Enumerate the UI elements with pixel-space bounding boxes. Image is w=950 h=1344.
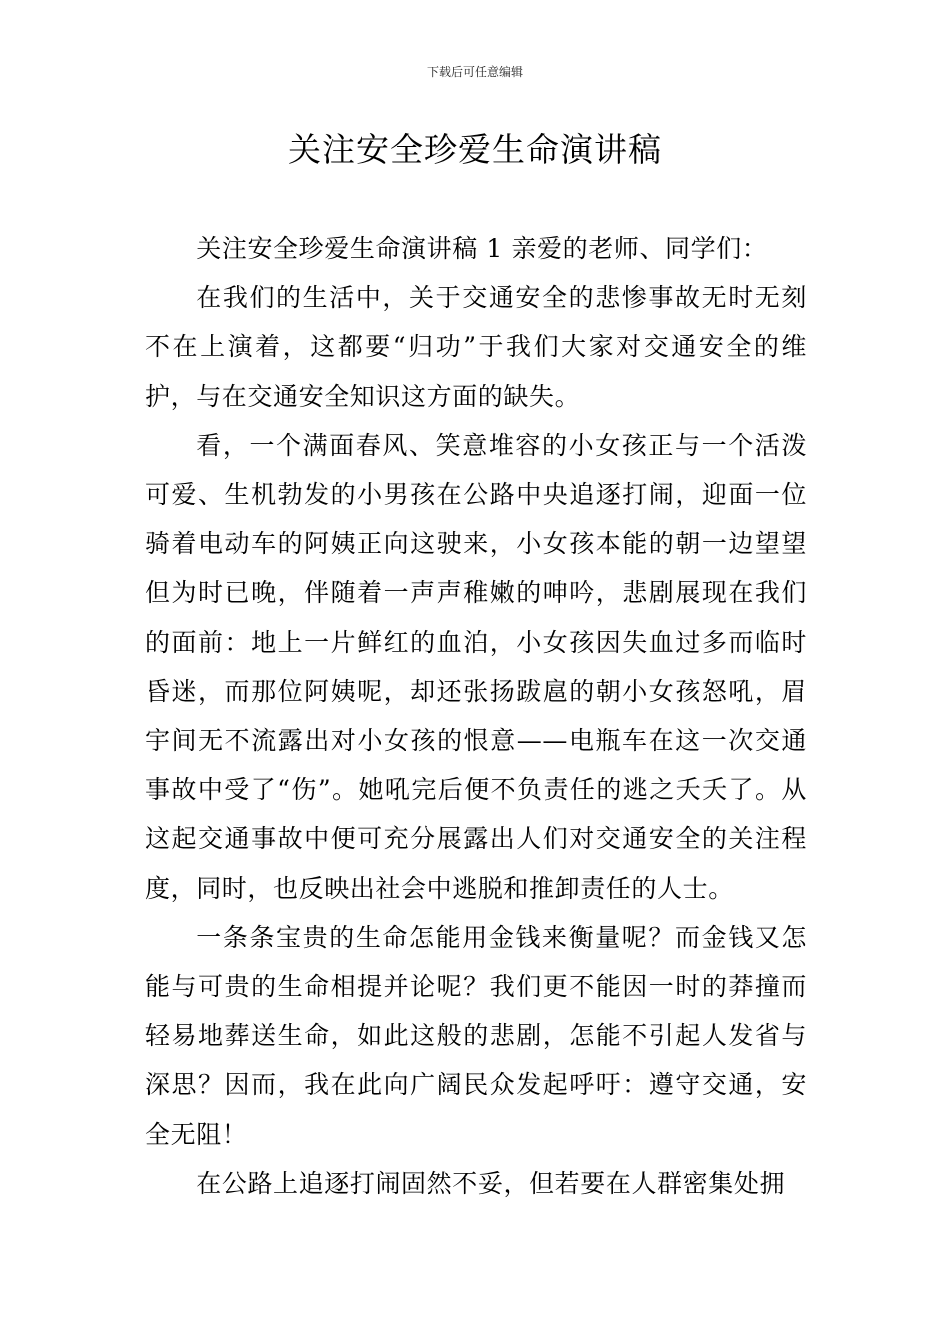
paragraph-story: 看，一个满面春风、笑意堆容的小女孩正与一个活泼可爱、生机勃发的小男孩在公路中央追逐打闹，迎面一位骑着电动车的阿姨正向这驶来，小女孩本能的朝一边望望但为时已晚，伴随着一声声稚嫩的呻吟，悲剧展现在我们的面前：地上一片鲜红的血泊，小女孩因失血过多而临时昏迷，而那位阿姨呢，却还张扬跋扈的朝小女孩怒吼，眉宇间无不流露出对小女孩的恨意——电瓶车在这一次交通事故中受了“伤”。她吼完后便不负责任的逃之夭夭了。从这起交通事故中便可充分展露出人们对交通安全的关注程度，同时，也反映出社会中逃脱和推卸责任的人士。 — [145, 430, 807, 903]
document-title: 关注安全珍爱生命演讲稿 — [288, 130, 662, 169]
paragraph-greeting: 关注安全珍爱生命演讲稿 1 亲爱的老师、同学们： — [196, 234, 768, 263]
document-body — [145, 224, 807, 1208]
paragraph-intro: 在我们的生活中，关于交通安全的悲惨事故无时无刻不在上演着，这都要“归功”于我们大家对交通安全的维护，与在交通安全知识这方面的缺失。 — [145, 283, 807, 411]
header-note: 下载后可任意编辑 — [426, 65, 523, 79]
paragraph-appeal: 一条条宝贵的生命怎能用金钱来衡量呢？而金钱又怎能与可贵的生命相提并论呢？我们更不能因一时的莽撞而轻易地葬送生命，如此这般的悲剧，怎能不引起人发省与深思？因而，我在此向广阔民众发起呼吁：遵守交通，安全无阻！ — [145, 922, 807, 1149]
paragraph-continuation: 在公路上追逐打闹固然不妥，但若要在人群密集处拥 — [196, 1168, 786, 1198]
